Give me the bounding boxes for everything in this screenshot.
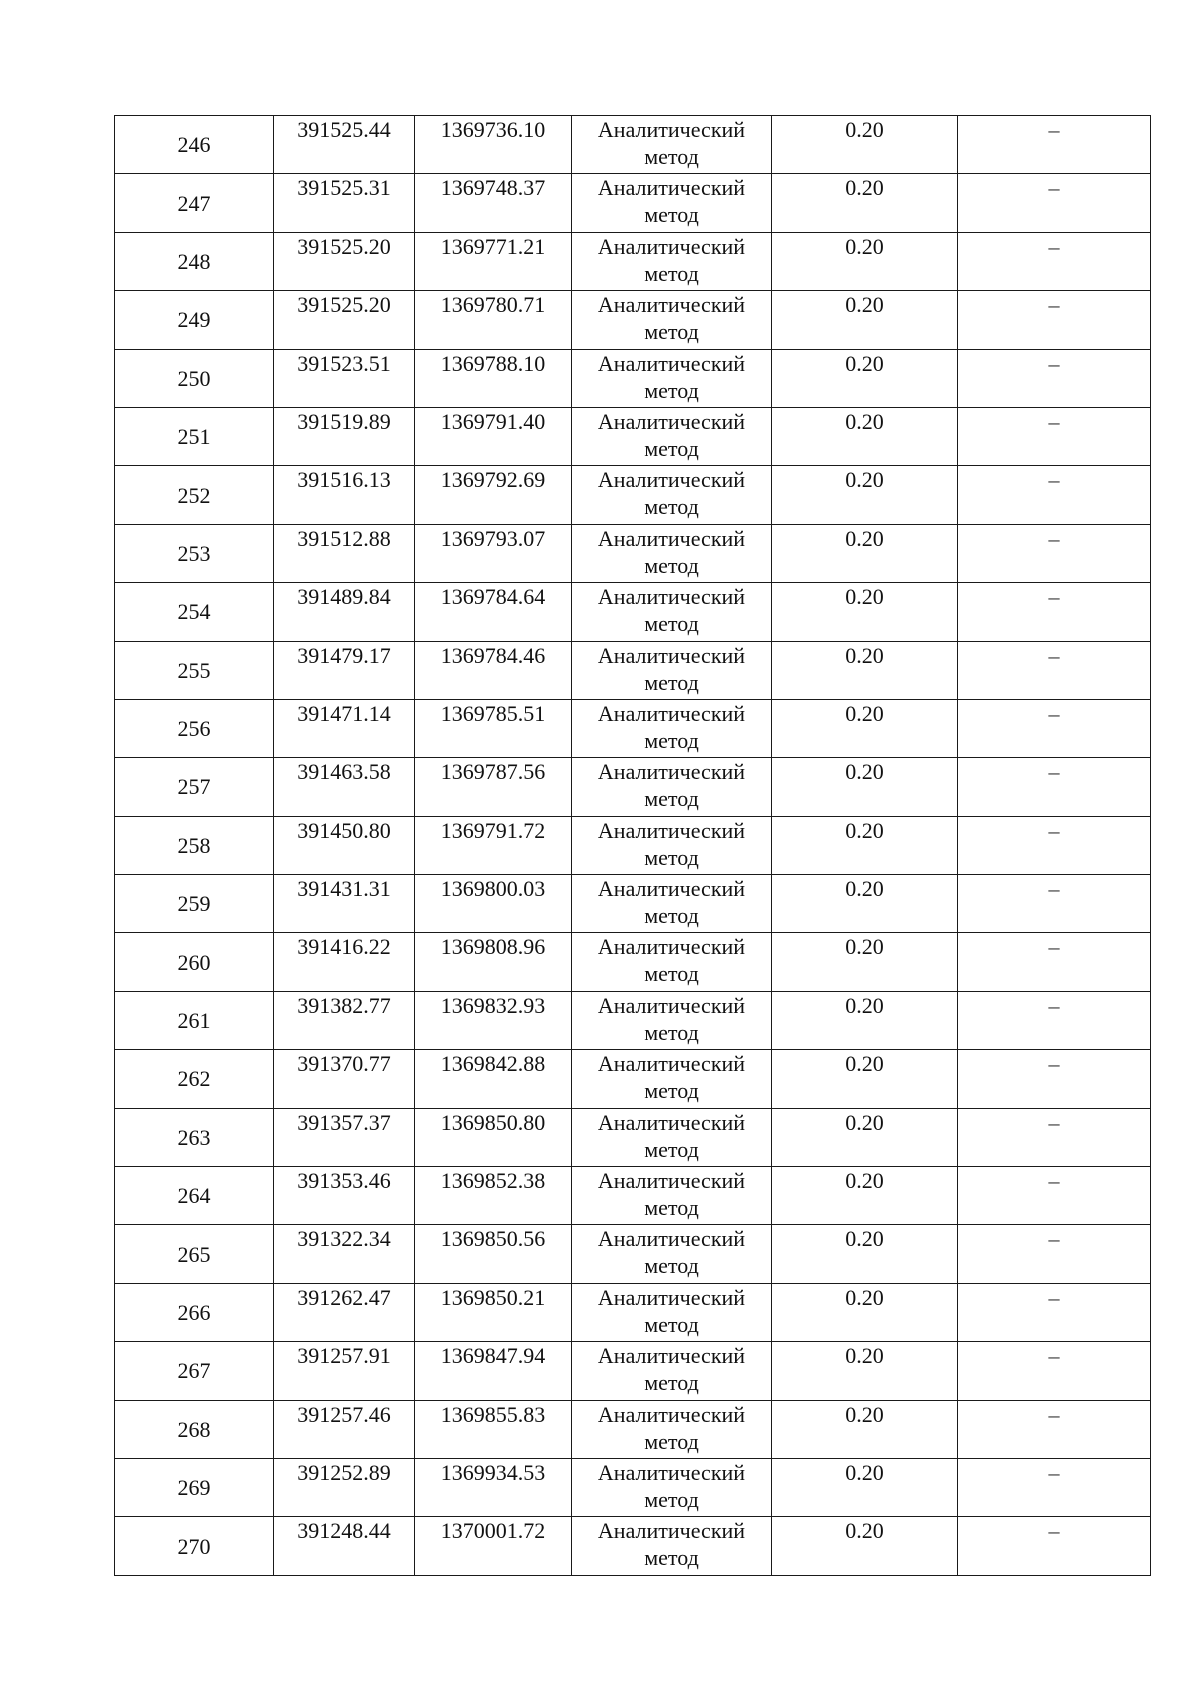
accuracy-cell: 0.20 [772, 1400, 958, 1458]
accuracy-cell: 0.20 [772, 875, 958, 933]
method-cell: Аналитический метод [572, 1517, 772, 1575]
point-number-cell: 247 [115, 174, 274, 232]
point-number-cell: 251 [115, 407, 274, 465]
accuracy-cell: 0.20 [772, 816, 958, 874]
x-coordinate-cell: 391479.17 [274, 641, 415, 699]
accuracy-cell: 0.20 [772, 291, 958, 349]
table-row [115, 232, 1151, 290]
method-cell: Аналитический метод [572, 816, 772, 874]
table-row [115, 875, 1151, 933]
note-cell: – [958, 1400, 1151, 1458]
coordinates-table-body [115, 116, 1151, 1576]
accuracy-cell: 0.20 [772, 1167, 958, 1225]
table-row [115, 407, 1151, 465]
x-coordinate-cell: 391353.46 [274, 1167, 415, 1225]
y-coordinate-cell: 1369852.38 [415, 1167, 572, 1225]
table-row [115, 1225, 1151, 1283]
method-cell: Аналитический метод [572, 1283, 772, 1341]
accuracy-cell: 0.20 [772, 1050, 958, 1108]
accuracy-cell: 0.20 [772, 1458, 958, 1516]
x-coordinate-cell: 391322.34 [274, 1225, 415, 1283]
accuracy-cell: 0.20 [772, 1517, 958, 1575]
x-coordinate-cell: 391450.80 [274, 816, 415, 874]
point-number-cell: 269 [115, 1458, 274, 1516]
table-row [115, 349, 1151, 407]
point-number-cell: 261 [115, 991, 274, 1049]
table-row [115, 816, 1151, 874]
x-coordinate-cell: 391525.44 [274, 116, 415, 174]
accuracy-cell: 0.20 [772, 933, 958, 991]
point-number-cell: 259 [115, 875, 274, 933]
method-cell: Аналитический метод [572, 1225, 772, 1283]
note-cell: – [958, 758, 1151, 816]
x-coordinate-cell: 391382.77 [274, 991, 415, 1049]
note-cell: – [958, 116, 1151, 174]
point-number-cell: 263 [115, 1108, 274, 1166]
x-coordinate-cell: 391252.89 [274, 1458, 415, 1516]
x-coordinate-cell: 391463.58 [274, 758, 415, 816]
note-cell: – [958, 1225, 1151, 1283]
note-cell: – [958, 991, 1151, 1049]
note-cell: – [958, 1342, 1151, 1400]
accuracy-cell: 0.20 [772, 699, 958, 757]
accuracy-cell: 0.20 [772, 174, 958, 232]
method-cell: Аналитический метод [572, 1108, 772, 1166]
x-coordinate-cell: 391257.46 [274, 1400, 415, 1458]
point-number-cell: 260 [115, 933, 274, 991]
y-coordinate-cell: 1369855.83 [415, 1400, 572, 1458]
method-cell: Аналитический метод [572, 875, 772, 933]
table-row [115, 1400, 1151, 1458]
note-cell: – [958, 291, 1151, 349]
y-coordinate-cell: 1369850.56 [415, 1225, 572, 1283]
point-number-cell: 249 [115, 291, 274, 349]
table-row [115, 116, 1151, 174]
point-number-cell: 250 [115, 349, 274, 407]
accuracy-cell: 0.20 [772, 583, 958, 641]
y-coordinate-cell: 1369850.80 [415, 1108, 572, 1166]
note-cell: – [958, 466, 1151, 524]
note-cell: – [958, 1108, 1151, 1166]
x-coordinate-cell: 391516.13 [274, 466, 415, 524]
accuracy-cell: 0.20 [772, 466, 958, 524]
table-row [115, 991, 1151, 1049]
point-number-cell: 256 [115, 699, 274, 757]
x-coordinate-cell: 391416.22 [274, 933, 415, 991]
table-row [115, 1283, 1151, 1341]
note-cell: – [958, 524, 1151, 582]
method-cell: Аналитический метод [572, 933, 772, 991]
accuracy-cell: 0.20 [772, 349, 958, 407]
y-coordinate-cell: 1369736.10 [415, 116, 572, 174]
note-cell: – [958, 174, 1151, 232]
method-cell: Аналитический метод [572, 407, 772, 465]
x-coordinate-cell: 391525.20 [274, 291, 415, 349]
point-number-cell: 270 [115, 1517, 274, 1575]
accuracy-cell: 0.20 [772, 524, 958, 582]
table-row [115, 174, 1151, 232]
note-cell: – [958, 407, 1151, 465]
note-cell: – [958, 1517, 1151, 1575]
note-cell: – [958, 699, 1151, 757]
method-cell: Аналитический метод [572, 116, 772, 174]
y-coordinate-cell: 1369791.72 [415, 816, 572, 874]
point-number-cell: 255 [115, 641, 274, 699]
method-cell: Аналитический метод [572, 641, 772, 699]
point-number-cell: 265 [115, 1225, 274, 1283]
y-coordinate-cell: 1369771.21 [415, 232, 572, 290]
x-coordinate-cell: 391525.31 [274, 174, 415, 232]
y-coordinate-cell: 1369784.64 [415, 583, 572, 641]
y-coordinate-cell: 1369784.46 [415, 641, 572, 699]
method-cell: Аналитический метод [572, 583, 772, 641]
point-number-cell: 248 [115, 232, 274, 290]
accuracy-cell: 0.20 [772, 1225, 958, 1283]
y-coordinate-cell: 1369842.88 [415, 1050, 572, 1108]
accuracy-cell: 0.20 [772, 1283, 958, 1341]
note-cell: – [958, 583, 1151, 641]
note-cell: – [958, 349, 1151, 407]
accuracy-cell: 0.20 [772, 1342, 958, 1400]
x-coordinate-cell: 391471.14 [274, 699, 415, 757]
x-coordinate-cell: 391257.91 [274, 1342, 415, 1400]
accuracy-cell: 0.20 [772, 758, 958, 816]
point-number-cell: 266 [115, 1283, 274, 1341]
point-number-cell: 264 [115, 1167, 274, 1225]
x-coordinate-cell: 391357.37 [274, 1108, 415, 1166]
note-cell: – [958, 1167, 1151, 1225]
x-coordinate-cell: 391370.77 [274, 1050, 415, 1108]
table-row [115, 1517, 1151, 1575]
note-cell: – [958, 1458, 1151, 1516]
y-coordinate-cell: 1369748.37 [415, 174, 572, 232]
method-cell: Аналитический метод [572, 291, 772, 349]
method-cell: Аналитический метод [572, 1050, 772, 1108]
y-coordinate-cell: 1369780.71 [415, 291, 572, 349]
coordinates-table [114, 115, 1151, 1576]
note-cell: – [958, 875, 1151, 933]
y-coordinate-cell: 1369785.51 [415, 699, 572, 757]
point-number-cell: 267 [115, 1342, 274, 1400]
y-coordinate-cell: 1369850.21 [415, 1283, 572, 1341]
y-coordinate-cell: 1369934.53 [415, 1458, 572, 1516]
y-coordinate-cell: 1370001.72 [415, 1517, 572, 1575]
accuracy-cell: 0.20 [772, 232, 958, 290]
y-coordinate-cell: 1369808.96 [415, 933, 572, 991]
table-row [115, 641, 1151, 699]
note-cell: – [958, 641, 1151, 699]
y-coordinate-cell: 1369793.07 [415, 524, 572, 582]
accuracy-cell: 0.20 [772, 116, 958, 174]
method-cell: Аналитический метод [572, 1400, 772, 1458]
point-number-cell: 254 [115, 583, 274, 641]
y-coordinate-cell: 1369788.10 [415, 349, 572, 407]
note-cell: – [958, 232, 1151, 290]
method-cell: Аналитический метод [572, 1458, 772, 1516]
table-row [115, 1458, 1151, 1516]
table-row [115, 933, 1151, 991]
y-coordinate-cell: 1369792.69 [415, 466, 572, 524]
x-coordinate-cell: 391512.88 [274, 524, 415, 582]
x-coordinate-cell: 391489.84 [274, 583, 415, 641]
note-cell: – [958, 816, 1151, 874]
method-cell: Аналитический метод [572, 991, 772, 1049]
note-cell: – [958, 933, 1151, 991]
method-cell: Аналитический метод [572, 466, 772, 524]
method-cell: Аналитический метод [572, 524, 772, 582]
table-row [115, 1108, 1151, 1166]
method-cell: Аналитический метод [572, 1342, 772, 1400]
table-row [115, 583, 1151, 641]
method-cell: Аналитический метод [572, 174, 772, 232]
y-coordinate-cell: 1369787.56 [415, 758, 572, 816]
table-row [115, 524, 1151, 582]
accuracy-cell: 0.20 [772, 641, 958, 699]
method-cell: Аналитический метод [572, 232, 772, 290]
table-row [115, 466, 1151, 524]
method-cell: Аналитический метод [572, 699, 772, 757]
y-coordinate-cell: 1369847.94 [415, 1342, 572, 1400]
x-coordinate-cell: 391248.44 [274, 1517, 415, 1575]
note-cell: – [958, 1283, 1151, 1341]
table-row [115, 1342, 1151, 1400]
table-row [115, 1050, 1151, 1108]
table-row [115, 758, 1151, 816]
table-row [115, 1167, 1151, 1225]
table-row [115, 291, 1151, 349]
x-coordinate-cell: 391523.51 [274, 349, 415, 407]
x-coordinate-cell: 391431.31 [274, 875, 415, 933]
point-number-cell: 252 [115, 466, 274, 524]
accuracy-cell: 0.20 [772, 1108, 958, 1166]
point-number-cell: 262 [115, 1050, 274, 1108]
accuracy-cell: 0.20 [772, 991, 958, 1049]
method-cell: Аналитический метод [572, 349, 772, 407]
note-cell: – [958, 1050, 1151, 1108]
x-coordinate-cell: 391519.89 [274, 407, 415, 465]
method-cell: Аналитический метод [572, 1167, 772, 1225]
point-number-cell: 258 [115, 816, 274, 874]
y-coordinate-cell: 1369832.93 [415, 991, 572, 1049]
y-coordinate-cell: 1369800.03 [415, 875, 572, 933]
y-coordinate-cell: 1369791.40 [415, 407, 572, 465]
point-number-cell: 246 [115, 116, 274, 174]
point-number-cell: 268 [115, 1400, 274, 1458]
x-coordinate-cell: 391262.47 [274, 1283, 415, 1341]
x-coordinate-cell: 391525.20 [274, 232, 415, 290]
table-row [115, 699, 1151, 757]
accuracy-cell: 0.20 [772, 407, 958, 465]
method-cell: Аналитический метод [572, 758, 772, 816]
point-number-cell: 257 [115, 758, 274, 816]
point-number-cell: 253 [115, 524, 274, 582]
